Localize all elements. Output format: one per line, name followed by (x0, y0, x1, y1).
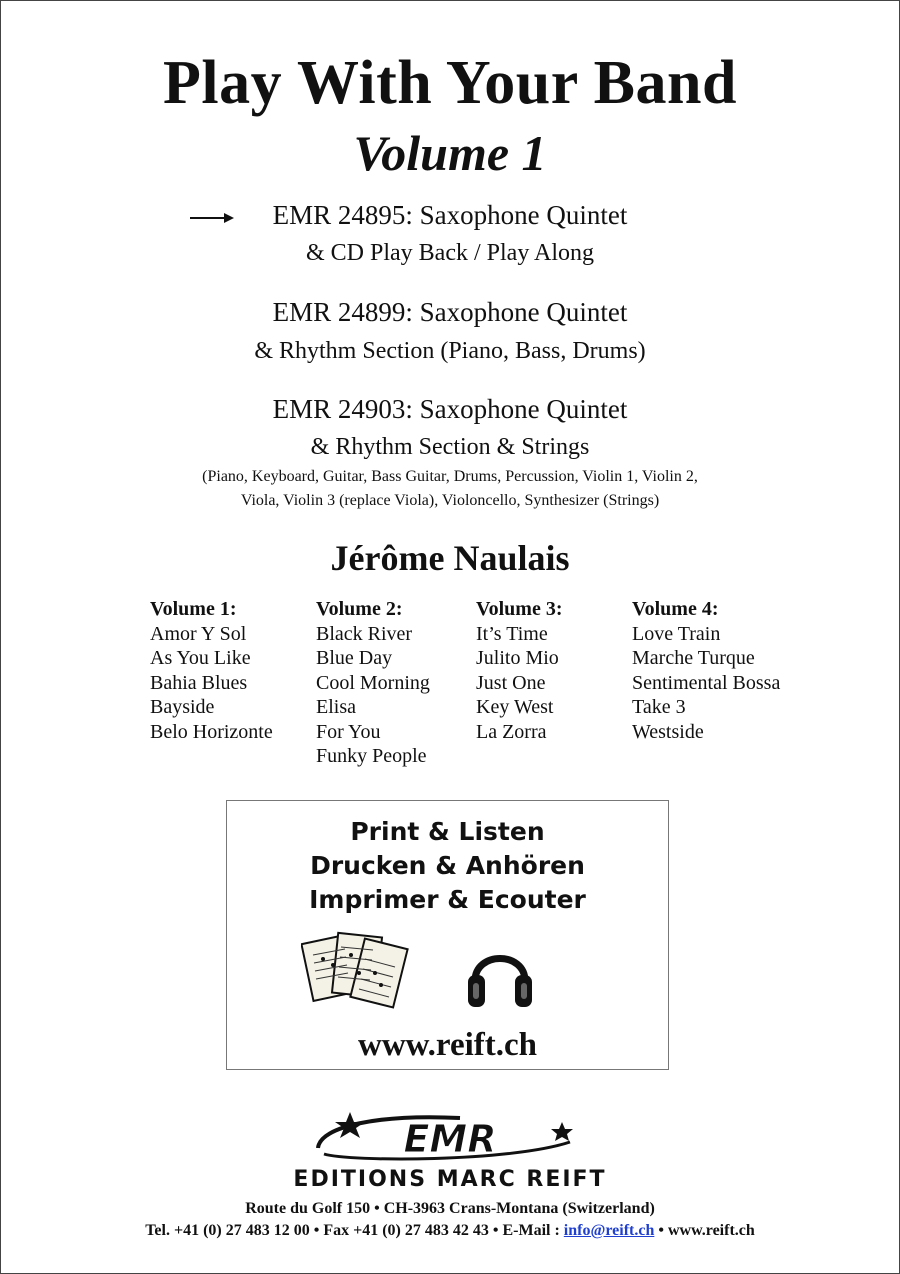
song-title: Key West (476, 696, 554, 718)
edition-1-subtitle: & CD Play Back / Play Along (306, 240, 594, 266)
contact-phone-fax: Tel. +41 (0) 27 483 12 00 • Fax +41 (0) 27 483 42 43 • E-Mail : (145, 1222, 564, 1239)
song-title: Cool Morning (316, 671, 430, 694)
song-title: For You (316, 720, 381, 743)
volume-heading: Volume 3: (476, 598, 563, 620)
song-title: Amor Y Sol (150, 622, 247, 645)
page-subtitle: Volume 1 (353, 125, 547, 181)
song-title: Just One (476, 671, 546, 694)
song-title: Funky People (316, 745, 427, 767)
edition-3-title: EMR 24903: Saxophone Quintet (272, 394, 628, 424)
edition-3-subtitle: & Rhythm Section & Strings (310, 434, 590, 460)
contact-website[interactable]: • www.reift.ch (654, 1222, 755, 1239)
volume-heading: Volume 1: (150, 598, 237, 620)
song-title: Elisa (316, 696, 356, 718)
volume-heading: Volume 2: (316, 598, 403, 620)
song-title: Sentimental Bossa (632, 671, 781, 694)
headphones-icon (465, 933, 535, 1013)
volume-heading: Volume 4: (632, 598, 719, 620)
composer-name: Jérôme Naulais (330, 538, 570, 578)
edition-2-subtitle: & Rhythm Section (Piano, Bass, Drums) (254, 338, 646, 364)
promo-line-english: Print & Listen (350, 817, 545, 846)
logo-text: EMR (403, 1117, 497, 1161)
edition-3-instrumentation-line2: Viola, Violin 3 (replace Viola), Violoncello, Synthesizer (Strings) (240, 492, 660, 509)
song-title: As You Like (150, 647, 251, 669)
edition-1-title: EMR 24895: Saxophone Quintet (272, 200, 628, 230)
sheet-music-icon (301, 929, 411, 1014)
song-title: It’s Time (476, 622, 548, 645)
publisher-name: EDITIONS MARC REIFT (293, 1167, 607, 1192)
print-listen-box (226, 800, 669, 1070)
promo-line-french: Imprimer & Ecouter (309, 885, 586, 914)
song-title: Belo Horizonte (150, 720, 273, 743)
volume-1-column (150, 597, 273, 744)
edition-3-instrumentation-line1: (Piano, Keyboard, Guitar, Bass Guitar, Drums, Percussion, Violin 1, Violin 2, (202, 468, 698, 485)
song-title: Black River (316, 622, 413, 645)
volume-4-column (632, 597, 780, 744)
email-link[interactable]: info@reift.ch (563, 1222, 655, 1239)
edition-2-title: EMR 24899: Saxophone Quintet (272, 297, 628, 327)
volume-3-column (476, 597, 562, 744)
page-title: Play With Your Band (162, 49, 737, 117)
song-title: Love Train (632, 622, 721, 645)
publisher-address: Route du Golf 150 • CH-3963 Crans-Montana (Switzerland) (245, 1200, 655, 1217)
song-title: Westside (632, 720, 704, 743)
song-title: Blue Day (316, 647, 393, 669)
song-title: La Zorra (476, 720, 547, 743)
song-title: Bayside (150, 696, 215, 718)
promo-line-german: Drucken & Anhören (310, 851, 585, 880)
song-title: Bahia Blues (150, 671, 248, 694)
website-link[interactable]: www.reift.ch (357, 1027, 538, 1063)
publisher-contact (0, 1222, 900, 1240)
song-title: Take 3 (632, 696, 686, 718)
volume-2-column (316, 597, 430, 769)
song-title: Marche Turque (632, 647, 755, 669)
emr-logo (310, 1108, 590, 1166)
song-title: Julito Mio (476, 647, 559, 669)
